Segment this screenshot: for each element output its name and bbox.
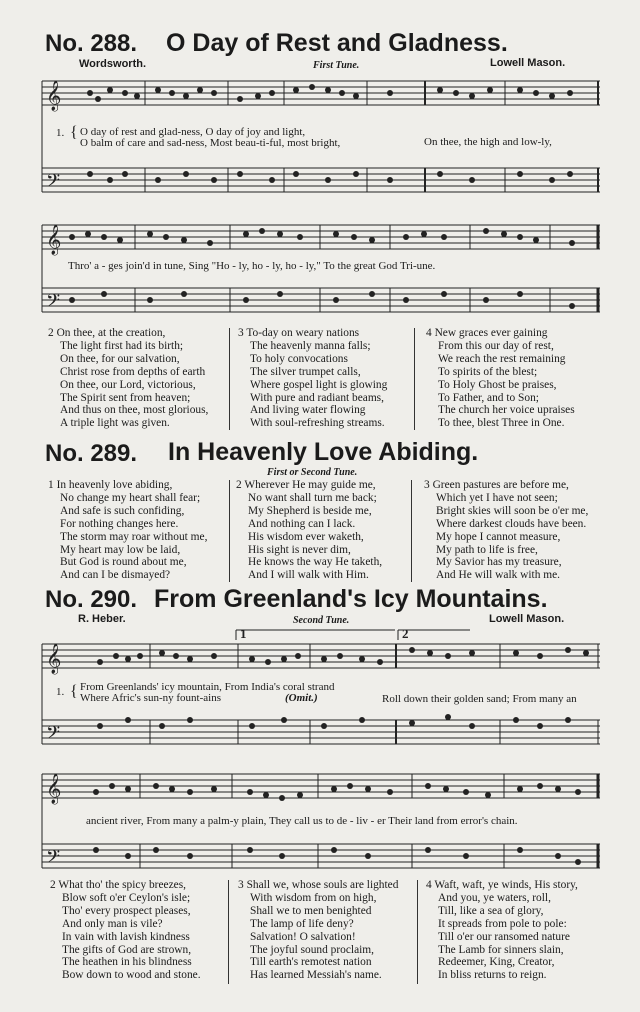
hymn-290-lyric-line-2: ancient river, From many a palm-y plain, They call us to de - liv - er Their land from error's chain. xyxy=(86,815,518,827)
brace: { xyxy=(70,683,78,700)
hymn-289-number: No. 289. xyxy=(45,440,138,467)
hymn-290-stanza-number: 1. xyxy=(56,686,65,698)
hymn-288-author: Wordsworth. xyxy=(79,58,147,70)
svg-text:𝄢: 𝄢 xyxy=(46,846,61,871)
column-divider xyxy=(411,480,412,582)
hymn-290-stanza-4: 4 Waft, waft, ye winds, His story, And you, ye waters, roll, Till, like a sea of glory, It spreads from pole to pole: Till o'er our ransomed nature The Lamb for sinners slain, Redeemer, King, Creator, In bliss returns to reign. xyxy=(426,879,578,982)
column-divider xyxy=(228,880,229,984)
svg-text:𝄢: 𝄢 xyxy=(46,170,61,195)
svg-text:𝄞: 𝄞 xyxy=(46,644,62,673)
hymn-290-author: R. Heber. xyxy=(78,613,126,625)
hymn-290-lyric-line-1c: Roll down their golden sand; From many an xyxy=(382,693,577,705)
hymn-288-stanza-4: 4 New graces ever gaining From this our day of rest, We reach the rest remaining To spirits of the blest; To Holy Ghost be praises, To Father, and to Son; The church her voice upraises To thee, blest Three in One. xyxy=(426,327,575,430)
hymn-288-stanza-3: 3 To-day on weary nations The heavenly manna falls; To holy convocations The silver trumpet calls, Where gospel light is glowing With pure and radiant beams, And living water flowing With soul-refreshing streams. xyxy=(238,327,388,430)
hymn-290-stanza-2: 2 What tho' the spicy breezes, Blow soft o'er Ceylon's isle; Tho' every prospect pleases, And only man is vile? In vain with lavish kindness The gifts of God are strown, The heathen in his blindness Bow down to wood and stone. xyxy=(50,879,201,982)
hymn-290-stanza-3: 3 Shall we, whose souls are lighted With wisdom from on high, Shall we to men benighted The lamp of life deny? Salvation! O salvation! The joyful sound proclaim, Till earth's remotest nation Has learned Messiah's name. xyxy=(238,879,399,982)
column-divider xyxy=(229,480,230,582)
hymn-290-lyric-line-1b: Where Afric's sun-ny fount-ains xyxy=(80,692,221,704)
hymn-288-stanza-number: 1. xyxy=(56,127,65,139)
hymn-289-stanza-1: 1 In heavenly love abiding, No change my heart shall fear; And safe is such confiding, For nothing changes here. The storm may roar without me, My heart may low be laid, But God is round about me, And can I be dismayed? xyxy=(48,479,208,582)
hymn-288-stanza-2: 2 On thee, at the creation, The light first had its birth; On thee, for our salvation, Christ rose from depths of earth On thee, our Lord, victorious, The Spirit sent from heaven; And thus on thee, most glorious, A triple light was given. xyxy=(48,327,209,430)
column-divider xyxy=(414,328,415,430)
brace: { xyxy=(70,124,78,141)
hymn-288-number: No. 288. xyxy=(45,30,138,57)
svg-text:𝄞: 𝄞 xyxy=(46,774,62,803)
column-divider xyxy=(417,880,418,984)
hymn-288-lyric-line-1b: O balm of care and sad-ness, Most beau-ti-ful, most bright, xyxy=(80,137,341,149)
hymn-288-lyric-line-2: Thro' a - ges join'd in tune, Sing "Ho - ly, ho - ly, ho - ly," To the great God Tri-une. xyxy=(68,260,436,272)
hymn-290-number: No. 290. xyxy=(45,586,138,613)
hymn-290-composer: Lowell Mason. xyxy=(489,613,565,625)
second-ending-mark: 2 xyxy=(402,626,409,641)
hymn-288-lyric-line-1a: O day of rest and glad-ness, O day of joy and light, xyxy=(80,126,306,138)
hymn-288-composer: Lowell Mason. xyxy=(490,57,566,69)
hymn-289-stanza-3: 3 Green pastures are before me, Which yet I have not seen; Bright skies will soon be o'er me, Where darkest clouds have been. My hope I cannot measure, My path to life is free, My Savior has my treasure, And He will walk with me. xyxy=(424,479,589,582)
svg-text:𝄢: 𝄢 xyxy=(46,722,61,747)
hymn-289-stanza-2: 2 Wherever He may guide me, No want shall turn me back; My Shepherd is beside me, And nothing can I lack. His wisdom ever waketh, His sight is never dim, He knows the way He taketh, And I will walk with Him. xyxy=(236,479,383,582)
first-ending-mark: 1 xyxy=(240,626,247,641)
hymn-288-title: O Day of Rest and Gladness. xyxy=(166,29,508,57)
svg-text:𝄞: 𝄞 xyxy=(46,225,62,254)
column-divider xyxy=(229,328,230,430)
hymn-290-lyric-line-1a: From Greenlands' icy mountain, From India's coral strand xyxy=(80,681,335,693)
hymn-289-tune-note: First or Second Tune. xyxy=(267,467,358,478)
hymn-290-tune-note: Second Tune. xyxy=(293,615,350,626)
hymn-290-omit-note: (Omit.) xyxy=(285,692,318,704)
hymn-288-tune-note: First Tune. xyxy=(313,60,360,71)
svg-text:𝄞: 𝄞 xyxy=(46,81,62,110)
hymn-290-title: From Greenland's Icy Mountains. xyxy=(154,585,548,613)
svg-text:𝄢: 𝄢 xyxy=(46,290,61,315)
hymn-288-lyric-line-1c: On thee, the high and low-ly, xyxy=(424,136,552,148)
hymn-289-title: In Heavenly Love Abiding. xyxy=(168,438,479,466)
